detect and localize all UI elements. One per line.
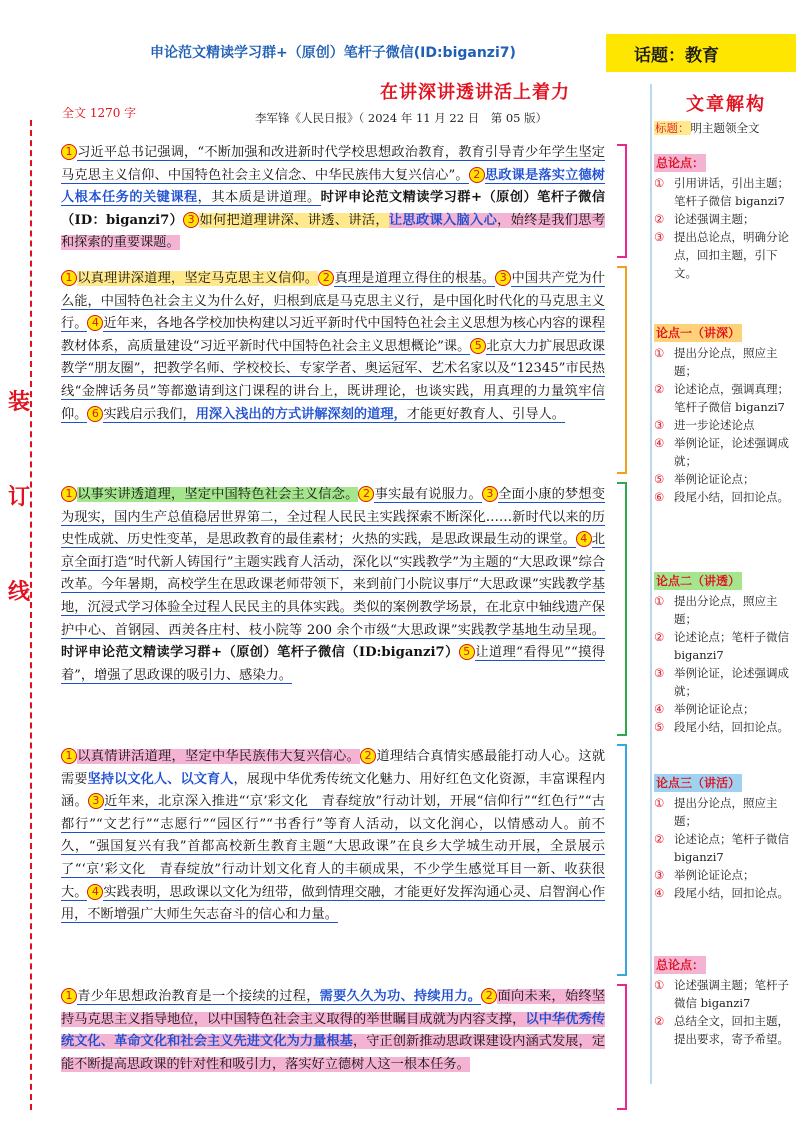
sentence-number: 4 [576, 531, 592, 547]
article-body [57, 140, 609, 1118]
sentence-number: 2 [358, 486, 374, 502]
binding-char: 线 [8, 579, 31, 605]
header-title: 申论范文精读学习群+（原创）笔杆子微信(ID:biganzi7) [150, 45, 516, 61]
sidebar-section-intro: 总论点： ① 引用讲话，引出主题；笔杆子微信 biganzi7 ② 论述强调主题； ③ 提出总论点，明确分论点，回扣主题，引下文。 [654, 156, 789, 280]
binding-char: 订 [8, 484, 31, 510]
sidebar-section-point-2: 论点二（讲透） ① 提出分论点，照应主题； ② 论述论点；笔杆子微信 biganzi7 ③ 举例论证，论述强调成就； ④ 举例论证论点； ⑤ 段尾小结，回扣论点。 [654, 574, 789, 734]
binding-line [30, 120, 32, 1110]
paragraph-intro: 1 习近平总书记强调，“不断加强和改进新时代学校思想政治教育，教育引导青少年学生坚定马克思主义信仰、中国特色社会主义信念、中华民族伟大复兴信心”。 2 思政课是落实立德树人根本任务的关键课程，其本质是讲道理。时评申论范文精读学习群+（原创）笔杆子微信（ID：biganzi7） 3 如何把道理讲深、讲透、讲活，让思政课入脑入心，始终是我们思考和探索的重要课题。 [57, 140, 609, 262]
sentence-number: 2 [481, 988, 497, 1004]
sentence-number: 1 [61, 144, 77, 160]
section-bracket [617, 266, 627, 474]
sentence-number: 2 [360, 748, 376, 764]
paragraph-point-2: 1 以事实讲透道理，坚定中国特色社会主义信念。 2 事实最有说服力。 3 全面小康的梦想变为现实，国内生产总值稳居世界第二，全过程人民民主实践探索不断深化……新时代以来的历史性成就、历史性变革，是思政教育的最佳素材；火热的实践，是思政课最生动的课堂。 4 北京全面打造“时代新人铸国行”主题实践育人活动，深化以“实践教学”为主题的“大思政课”综合改革。今年暑期，高校学生在思政课老师带领下，来到前门小院议事厅“大思政课”实践教学基地，沉浸式学习体验全过程人民民主的具体实践。类似的案例教学场景，在北京中轴线遗产保护中心、首钢园、西羙各庄村、枝小院等 200 余个市级“大思政课”实践教学基地生动呈现。时评申论范文精读学习群+（原创）笔杆子微信（ID:biganzi7） 5 让道理“看得见”“摸得着”，增强了思政课的吸引力、感染力。 [57, 482, 609, 740]
paragraph-point-1: 1 以真理讲深道理，坚定马克思主义信仰。 2 真理是道理立得住的根基。 3 中国共产党为什么能，中国特色社会主义为什么好，归根到底是马克思主义行，是中国化时代化的马克思主义行。 4 近年来，各地各学校加快构建以习近平新时代中国特色社会主义思想为核心内容的课程教材体系，高质量建设“习近平新时代中国特色社会主义思想概论”课。 5 北京大力扩展思政课教学“朋友圈”，把教学名师、学校校长、专家学者、奥运冠军、艺术名家以及“12345”市民热线“金牌话务员”等都邀请到这门课程的讲台上，既讲理论，也谈实践，用真理的力量筑牢信仰。 6 实践启示我们，用深入浅出的方式讲解深刻的道理，才能更好教育人、引导人。 [57, 266, 609, 478]
section-bracket [617, 482, 627, 736]
sidebar-section-point-3: 论点三（讲活） ① 提出分论点，照应主题； ② 论述论点；笔杆子微信 biganzi7 ③ 举例论证论点； ④ 段尾小结，回扣论点。 [654, 776, 789, 900]
article-title: 在讲深讲透讲活上着力 [380, 82, 570, 103]
structure-sidebar [650, 84, 800, 1084]
sentence-number: 3 [495, 270, 511, 286]
sentence-number: 4 [87, 884, 103, 900]
sentence-number: 4 [87, 315, 103, 331]
sentence-number: 3 [183, 212, 199, 228]
sidebar-section-point-1: 论点一（讲深） ① 提出分论点，照应主题； ② 论述论点，强调真理；笔杆子微信 biganzi7 ③ 进一步论述论点 ④ 举例论证，论述强调成就； ⑤ 举例论证论点； ⑥ 段尾小结，回扣论点。 [654, 326, 789, 504]
sentence-number: 6 [87, 406, 103, 422]
section-bracket [617, 144, 627, 258]
topic-badge: 话题：教育 [606, 34, 796, 72]
sentence-number: 2 [318, 270, 334, 286]
section-bracket [617, 984, 627, 1110]
sentence-number: 5 [459, 644, 475, 660]
sentence-number: 2 [469, 167, 485, 183]
sentence-number: 1 [61, 988, 77, 1004]
sentence-number: 1 [61, 748, 77, 764]
word-count: 全文 1270 字 [62, 106, 137, 120]
header-bar [0, 34, 800, 76]
sentence-number: 3 [88, 793, 104, 809]
paragraph-point-3: 1 以真情讲活道理，坚定中华民族伟大复兴信心。 2 道理结合真情实感最能打动人心。这就需要坚持以文化人、以文育人，展现中华优秀传统文化魅力、用好红色文化资源，丰富课程内涵。 3 近年来，北京深入推进“‘京’彩文化 青春绽放”行动计划，开展“信仰行”“红色行”“古都行”“文艺行”“志愿行”“园区行”“书香行”等育人活动，以文化润心，以情感动人。前不久，“强国复兴有我”首都高校新生教育主题“大思政课”在良乡大学城生动开展，全景展示了“‘京’彩文化 青春绽放”行动计划文化育人的丰硕成果，不少学生感觉耳目一新、收获很大。 4 实践表明，思政课以文化为纽带，做到情理交融，才能更好发挥沟通心灵、启智润心作用，不断增强广大师生矢志奋斗的信心和力量。 [57, 744, 609, 980]
binding-char: 装 [8, 389, 31, 415]
title-tag: 标题：明主题领全文 [655, 121, 760, 135]
sentence-number: 1 [61, 486, 77, 502]
sidebar-section-conclusion: 总论点： ① 论述强调主题；笔杆子微信 biganzi7 ② 总结全文，回扣主题，提出要求，寄予希望。 [654, 958, 789, 1046]
sentence-number: 1 [61, 270, 77, 286]
byline: 李军锋《人民日报》（ 2024 年 11 月 22 日 第 05 版） [255, 111, 548, 125]
sidebar-title: 文章解构 [686, 94, 766, 115]
sentence-number: 3 [482, 486, 498, 502]
paragraph-conclusion: 1 青少年思想政治教育是一个接续的过程，需要久久为功、持续用力。 2 面向未来，始终坚持马克思主义指导地位，以中国特色社会主义取得的举世瞩目成就为内容支撑，以中华优秀传统文化、革命文化和社会主义先进文化为力量根基，守正创新推动思政课建设内涵式发展，定能不断提高思政课的针对性和吸引力，落实好立德树人这一根本任务。 [57, 984, 609, 1114]
sentence-number: 5 [470, 338, 486, 354]
section-bracket [617, 744, 627, 976]
